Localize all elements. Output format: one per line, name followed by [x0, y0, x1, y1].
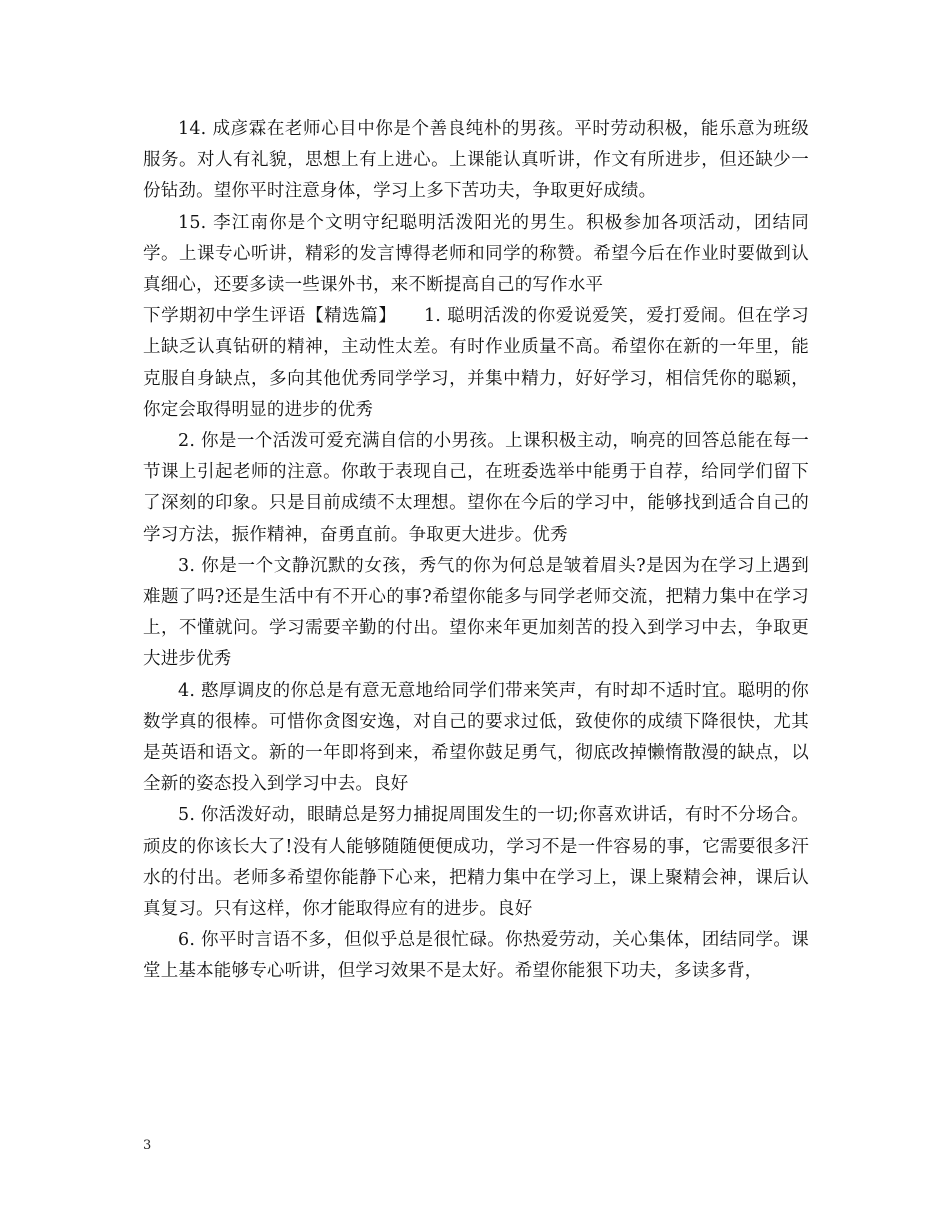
- paragraph-comment-14: 14. 成彦霖在老师心目中你是个善良纯朴的男孩。平时劳动积极，能乐意为班级服务。对人有礼貌，思想上有上进心。上课能认真听讲，作文有所进步，但还缺少一份钻劲。望你平时注意身体，学习上多下苦功夫，争取更好成绩。: [143, 119, 809, 202]
- paragraph-comment-2: 2. 你是一个活泼可爱充满自信的小男孩。上课积极主动，响亮的回答总能在每一节课上引起老师的注意。你敢于表现自己，在班委选举中能勇于自荐，给同学们留下了深刻的印象。只是目前成绩不太理想。望你在今后的学习中，能够找到适合自己的学习方法，振作精神，奋勇直前。争取更大进步。优秀: [143, 431, 809, 545]
- paragraph-comment-15: 15. 李江南你是个文明守纪聪明活泼阳光的男生。积极参加各项活动，团结同学。上课专心听讲，精彩的发言博得老师和同学的称赞。希望今后在作业时要做到认真细心，还要多读一些课外书，来不断提高自己的写作水平: [143, 212, 809, 296]
- paragraph-comment-5: 5. 你活泼好动，眼睛总是努力捕捉周围发生的一切;你喜欢讲话，有时不分场合。顽皮的你该长大了!没有人能够随随便便成功，学习不是一件容易的事，它需要很多汗水的付出。老师多希望你能静下心来，把精力集中在学习上，课上聚精会神，课后认真复习。只有这样，你才能取得应有的进步。良好: [143, 805, 809, 920]
- document-body: [143, 114, 809, 988]
- paragraph-comment-4: 4. 憨厚调皮的你总是有意无意地给同学们带来笑声，有时却不适时宜。聪明的你数学真的很棒。可惜你贪图安逸，对自己的要求过低，致使你的成绩下降很快，尤其是英语和语文。新的一年即将到来，希望你鼓足勇气，彻底改掉懒惰散漫的缺点，以全新的姿态投入到学习中去。良好: [143, 680, 809, 795]
- page-number: 3: [143, 1138, 152, 1153]
- paragraph-comment-6: 6. 你平时言语不多，但似乎总是很忙碌。你热爱劳动，关心集体，团结同学。课堂上基本能够专心听讲，但学习效果不是太好。希望你能狠下功夫，多读多背，: [143, 930, 809, 982]
- paragraph-section-heading-comment-1: 下学期初中学生评语【精选篇】 1. 聪明活泼的你爱说爱笑，爱打爱闹。但在学习上缺乏认真钻研的精神，主动性太差。有时作业质量不高。希望你在新的一年里，能克服自身缺点，多向其他优秀同学学习，并集中精力，好好学习，相信凭你的聪颖，你定会取得明显的进步的优秀: [143, 306, 809, 420]
- paragraph-comment-3: 3. 你是一个文静沉默的女孩，秀气的你为何总是皱着眉头?是因为在学习上遇到难题了吗?还是生活中有不开心的事?希望你能多与同学老师交流，把精力集中在学习上，不懂就问。学习需要辛勤的付出。望你来年更加刻苦的投入到学习中去，争取更大进步优秀: [143, 555, 809, 670]
